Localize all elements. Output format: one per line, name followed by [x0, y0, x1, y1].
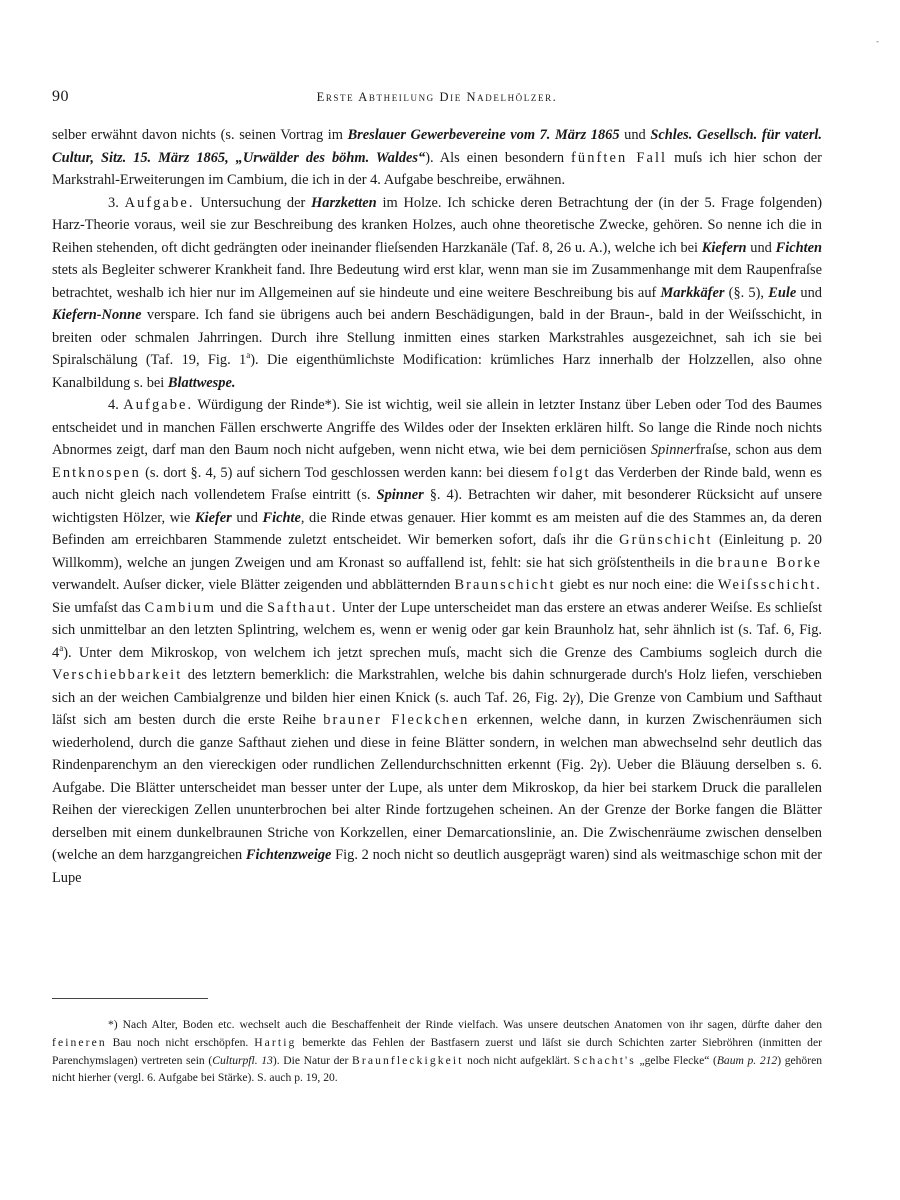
page-number: 90	[52, 88, 69, 105]
page-header	[52, 88, 822, 110]
paragraph-continuation: selber erwähnt davon nichts (s. seinen Vortrag im Breslauer Gewerbevereine vom 7. März 1865 und Schles. Gesellsch. für vaterl. Cultur, Sitz. 15. März 1865, „Urwälder des böhm. Waldes“). Als einen besondern fünften Fall muſs ich hier schon der Markstrahl-Erweiterungen im Cambium, die ich in der 4. Aufgabe beschreibe, erwähnen.	[52, 127, 823, 188]
paragraph-aufgabe-4: 4. Aufgabe. Würdigung der Rinde*). Sie ist wichtig, weil sie allein in letzter Instanz über Leben oder Tod des Baumes entscheidet und in manchen Fällen erschwerte Angriffe des Wildes oder der Insekten erklären hilft. So lange die Rinde noch nichts Abnormes zeigt, darf man den Baum noch nicht aufgeben, wenn nicht etwa, wie bei dem perniciösen Spinnerfraſse, schon aus dem Entknospen (s. dort §. 4, 5) auf sichern Tod geschlossen werden kann: bei diesem folgt das Verderben der Rinde bald, wenn es auch nicht gleich nach vollendetem Fraſse eintritt (s. Spinner §. 4). Betrachten wir daher, mit besonderer Rücksicht auf unsere wichtigsten Hölzer, wie Kiefer und Fichte, die Rinde etwas genauer. Hier kommt es am meisten auf die des Stammes an, da deren Befinden am erreichbaren Stammende zuletzt entscheidet. Wir bemerken sofort, daſs ihr die Grünschicht (Einleitung p. 20 Willkomm), welche an jungen Zweigen und am Kronast so auffallend ist, fehlt: sie hat sich gröſstentheils in die braune Borke verwandelt. Auſser dicker, viele Blätter zeigenden und abblätternden Braunschicht giebt es nur noch eine: die Weiſsschicht. Sie umfaſst das Cambium und die Safthaut. Unter der Lupe unterscheidet man das erstere an etwas anderer Weiſse. Es schlieſst sich unmittelbar an den letzten Splintring, welchem es, wenn er wenig oder gar kein Braunholz hat, sehr ähnlich ist (s. Taf. 6, Fig. 4$^a$). Unter dem Mikroskop, von welchem ich jetzt sprechen muſs, macht sich die Grenze des Cambiums sogleich durch die Verschiebbarkeit des letztern bemerklich: die Markstrahlen, welche bis dahin schnurgerade durch's Holz liefen, verschieben sich an der weichen Cambialgrenze und bilden hier einen Knick (s. auch Taf. 26, Fig. 2γ), Die Grenze von Cambium und Safthaut läſst sich am besten durch die erste Reihe brauner Fleckchen erkennen, welche dann, in kurzen Zwischenräumen sich wiederholend, durch die ganze Safthaut ziehen und diese in feine Blätter sondern, in welchen man abwechselnd sehr deutlich das Rindenparenchym an den viereckigen oder rundlichen Zellendurchschnitten erkennt (Fig. 2γ). Ueber die Bläuung derselben s. 6. Aufgabe. Die Blätter unterscheidet man besser unter der Lupe, als unter dem Mikroskop, da hier bei starkem Druck die parallelen Reihen der viereckigen Zellen ununterbrochen bei alter Rinde fortzugehen scheinen. An der Grenze der Borke fangen die Blätter derselben mit einem dunkelbraunen Striche von Korkzellen, einer Demarcationslinie, an. Die Zwischenräume zwischen denselben (welche an dem harzgangreichen Fichtenzweige Fig. 2 noch nicht so deutlich ausgeprägt waren) sind als weitmaschige schon mit der Lupe	[52, 397, 823, 886]
corner-mark: -	[876, 36, 879, 46]
running-head: Erste Abtheilung Die Nadelhölzer.	[316, 90, 558, 104]
footnote-rule	[52, 998, 208, 999]
body-text	[52, 124, 822, 889]
footnote	[52, 1016, 822, 1087]
paragraph-aufgabe-3: 3. Aufgabe. Untersuchung der Harzketten im Holze. Ich schicke deren Betrachtung der (in der 5. Frage folgenden) Harz-Theorie voraus, weil sie zur Beschreibung des kranken Holzes, auch ohne theoretische Zwecke, gehören. So nenne ich die in Reihen stehenden, oft dicht gedrängten oder ineinander flieſsenden Harzkanäle (Taf. 8, 26 u. A.), welche ich bei Kiefern und Fichten stets als Begleiter schwerer Krankheit fand. Ihre Bedeutung wird erst klar, wenn man sie im Zusammenhange mit dem Raupenfraſse betrachtet, weshalb ich hier nur im Allgemeinen auf sie hindeute und eine weitere Beschreibung bis auf Markkäfer (§. 5), Eule und Kiefern-Nonne verspare. Ich fand sie übrigens auch bei andern Beschädigungen, bald in der Braun-, bald in der Weiſsschicht, in breiten oder schmalen Jahrringen. Durch ihre Stellung inmitten eines starken Markstrahles ausgezeichnet, sah ich sie bei Spiralschälung (Taf. 19, Fig. 1$^a$). Die eigenthümlichste Modification: krümliches Harz innerhalb der Holzzellen, also ohne Kanalbildung s. bei Blattwespe.	[52, 194, 823, 391]
footnote-text: *) Nach Alter, Boden etc. wechselt auch die Beschaffenheit der Rinde vielfach. Was unsere deutschen Anatomen von ihr sagen, dürfte daher den feineren Bau noch nicht erschöpfen. Hartig bemerkte das Fehlen der Bastfasern zuerst und läſst sie durch Schichten zarter Siebröhren (inmitten der Parenchymslagen) vertreten sein (Culturpfl. 13). Die Natur der Braunfleckigkeit noch nicht aufgeklärt. Schacht's „gelbe Flecke“ (Baum p. 212) gehören nicht hierher (vergl. 6. Aufgabe bei Stärke). S. auch p. 19, 20.	[52, 1018, 823, 1085]
